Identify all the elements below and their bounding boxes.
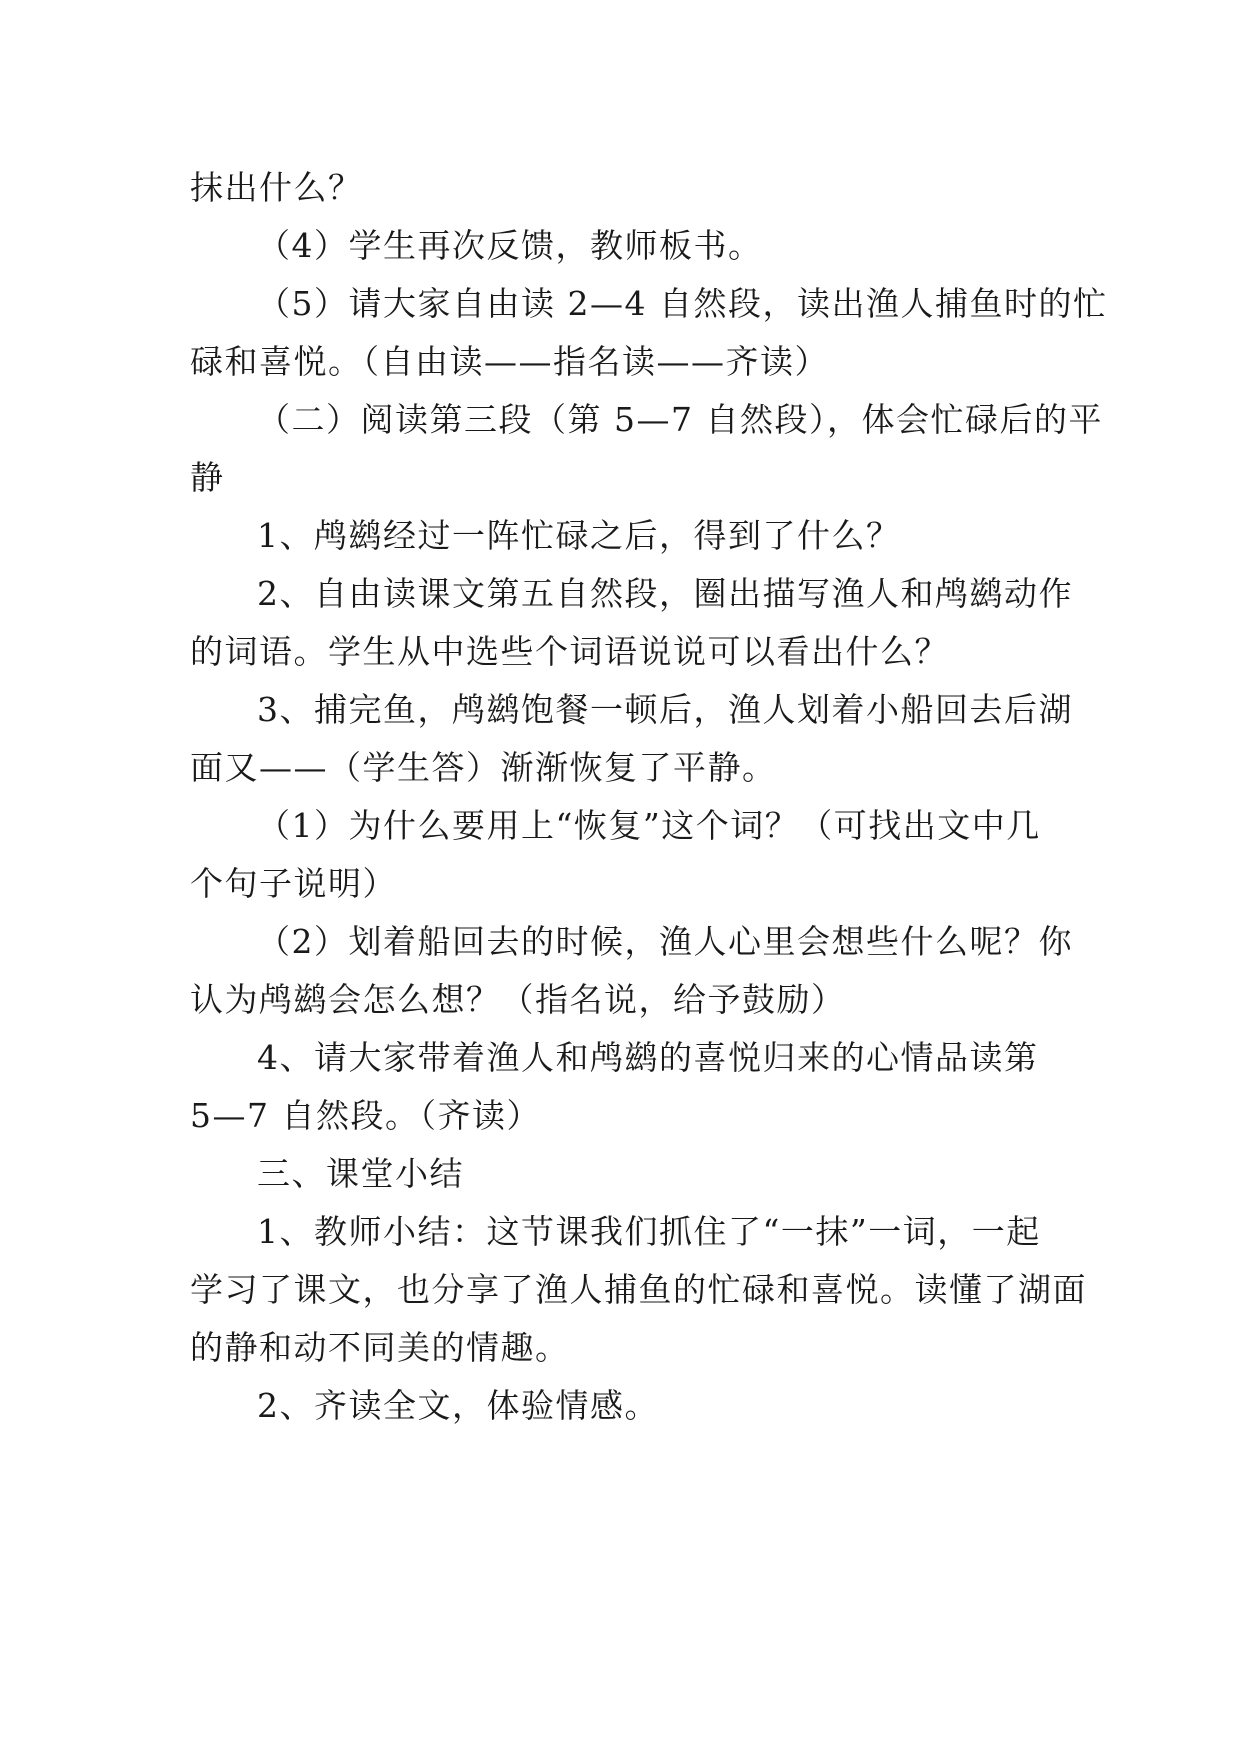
section-heading: 三、课堂小结 xyxy=(257,1154,464,1193)
text-line: 5—7 自然段。（齐读） xyxy=(190,1096,541,1135)
text-line: 的词语。学生从中选些个词语说说可以看出什么？ xyxy=(190,632,949,671)
text-line: 抹出什么？ xyxy=(190,168,363,207)
text-line: 2、自由读课文第五自然段，圈出描写渔人和鸬鹚动作 xyxy=(257,574,1073,613)
text-line: 学习了课文，也分享了渔人捕鱼的忙碌和喜悦。读懂了湖面 xyxy=(190,1270,1087,1309)
text-line: 4、请大家带着渔人和鸬鹚的喜悦归来的心情品读第 xyxy=(257,1038,1039,1077)
text-line: （2）划着船回去的时候，渔人心里会想些什么呢？你 xyxy=(257,922,1073,961)
text-line: （1）为什么要用上“恢复”这个词？（可找出文中几 xyxy=(257,806,1041,845)
text-line: 2、齐读全文，体验情感。 xyxy=(257,1386,659,1425)
text-line: （二）阅读第三段（第 5—7 自然段），体会忙碌后的平 xyxy=(257,400,1103,439)
text-line: 的静和动不同美的情趣。 xyxy=(190,1328,570,1367)
text-line: 认为鸬鹚会怎么想？（指名说，给予鼓励） xyxy=(190,980,846,1019)
text-line: 面又——（学生答）渐渐恢复了平静。 xyxy=(190,748,777,787)
text-line: 3、捕完鱼，鸬鹚饱餐一顿后，渔人划着小船回去后湖 xyxy=(257,690,1073,729)
text-line: （5）请大家自由读 2—4 自然段，读出渔人捕鱼时的忙 xyxy=(257,284,1108,323)
text-line: （4）学生再次反馈，教师板书。 xyxy=(257,226,763,265)
text-line: 碌和喜悦。（自由读——指名读——齐读） xyxy=(190,342,829,381)
text-line: 个句子说明） xyxy=(190,864,397,903)
text-line: 1、鸬鹚经过一阵忙碌之后，得到了什么？ xyxy=(257,516,901,555)
text-line: 静 xyxy=(190,458,225,497)
text-line: 1、教师小结：这节课我们抓住了“一抹”一词，一起 xyxy=(257,1212,1041,1251)
